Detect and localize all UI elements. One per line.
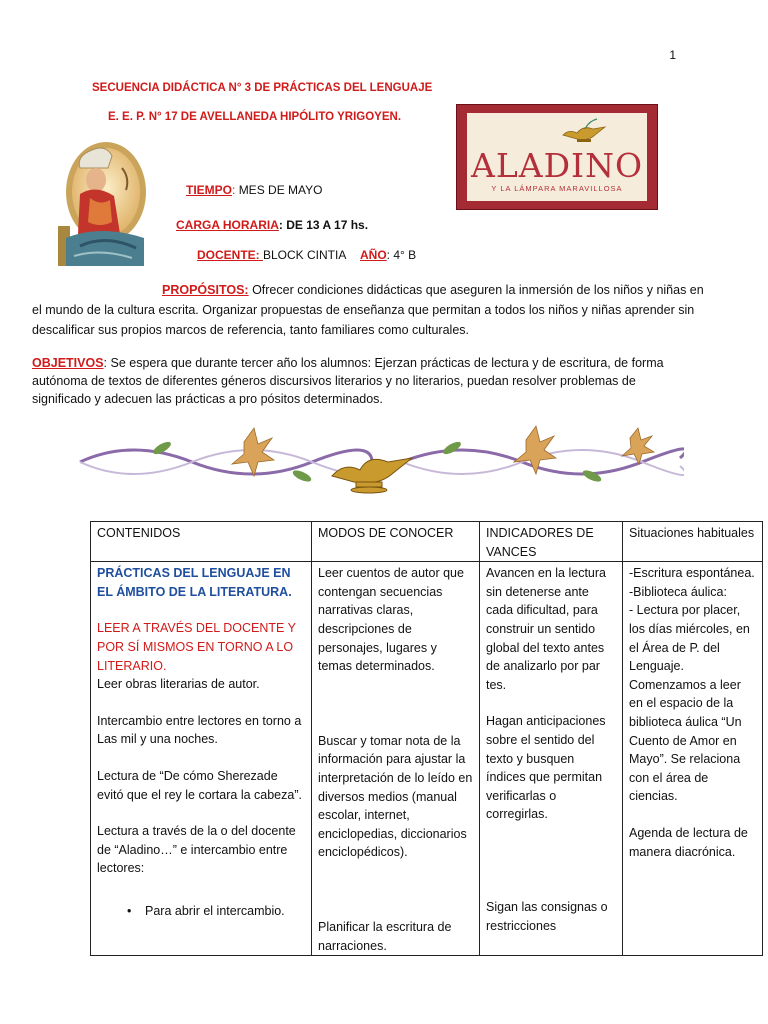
indicadores-text-2: Hagan anticipaciones sobre el sentido del texto y busquen índices que permitan verificarlas o corregirlas. <box>486 714 606 822</box>
modos-text-3: Planificar la escritura de narraciones. <box>318 919 452 953</box>
banner-subtitle: Y LA LÁMPARA MARAVILLOSA <box>491 184 623 193</box>
document-title: SECUENCIA DIDÁCTICA N° 3 DE PRÁCTICAS DEL LENGUAJE <box>92 82 433 94</box>
ambito-heading: PRÁCTICAS DEL LENGUAJE EN EL ÁMBITO DE LA LITERATURA. <box>97 566 292 599</box>
anio-value: : 4° B <box>386 248 417 262</box>
carga-horaria-line <box>176 218 368 232</box>
situaciones-text-1: -Escritura espontánea. <box>629 566 755 581</box>
intercambio-text: Intercambio entre lectores en torno a Las mil y una noches. <box>97 713 302 747</box>
tiempo-separator: : <box>232 183 239 197</box>
header-indicadores: INDICADORES DE VANCES <box>480 522 623 562</box>
header-contenidos: CONTENIDOS <box>91 522 312 562</box>
page-number: 1 <box>669 48 676 62</box>
propositos-label: PROPÓSITOS: <box>162 283 249 297</box>
objetivos-line1 <box>32 353 664 373</box>
modos-text-2: Buscar y tomar nota de la información para ajustar la interpretación de lo leído en diversos medios (manual escolar, internet, enciclopedias, diccionarios enciclopédicos). <box>318 733 473 860</box>
tiempo-label: TIEMPO <box>186 183 233 197</box>
floral-lamp-ornament <box>72 418 684 502</box>
bullet-list <box>97 902 305 921</box>
storyteller-illustration <box>40 138 158 268</box>
indicadores-cell <box>480 562 623 956</box>
objetivos-label: OBJETIVOS <box>32 356 104 370</box>
carga-horaria-value: : DE 13 A 17 hs. <box>278 218 369 232</box>
docente-line <box>197 248 346 262</box>
objetivos-text-2: autónoma de textos de diferentes géneros discursivos literarios y no literarios, puedan resolver problemas de <box>32 374 636 388</box>
indicadores-text-3: Sigan las consignas o restricciones <box>486 899 608 933</box>
table-row <box>91 562 763 956</box>
bullet-icon: • <box>127 903 132 918</box>
propositos-text-2: el mundo de la cultura escrita. Organizar propuestas de enseñanza que permitan a todos los niños y niñas aprender sin <box>32 303 695 317</box>
school-name: E. E. P. N° 17 DE AVELLANEDA HIPÓLITO YRIGOYEN. <box>108 111 402 123</box>
leer-obras-text: Leer obras literarias de autor. <box>97 677 260 692</box>
objetivos-text-1: : Se espera que durante tercer año los alumnos: Ejerzan prácticas de lectura y de escritura, de forma <box>103 356 664 370</box>
tiempo-value: MES DE MAYO <box>238 183 323 197</box>
propositos-line1 <box>162 280 704 300</box>
situaciones-cell <box>623 562 763 956</box>
modos-cell <box>312 562 480 956</box>
magic-lamp-icon <box>559 117 609 147</box>
docente-value: BLOCK CINTIA <box>263 248 347 262</box>
objetivos-text-3: significado y adecuen las prácticas a pro pósitos determinados. <box>32 392 383 406</box>
indicadores-text-1: Avancen en la lectura sin detenerse ante cada dificultad, para construir un sentido global del texto antes de analizarlo por par tes. <box>486 566 606 692</box>
leer-heading: LEER A TRAVÉS DEL DOCENTE Y POR SÍ MISMOS EN TORNO A LO LITERARIO. <box>97 621 296 673</box>
bullet-text: Para abrir el intercambio. <box>145 903 285 918</box>
situaciones-text-2: -Biblioteca áulica: <box>629 584 727 599</box>
table-header-row <box>91 522 763 562</box>
anio-label: AÑO <box>360 248 387 262</box>
contenidos-cell <box>91 562 312 956</box>
header-modos-de-conocer: MODOS DE CONOCER <box>312 522 480 562</box>
situaciones-text-3: - Lectura por placer, los días miércoles, en el Área de P. del Lenguaje. Comenzamos a leer en el espacio de la biblioteca áulica “Un Cuento de Amor en Mayo”. Se relaciona con el área de ciencias. <box>629 603 750 804</box>
banner-title: ALADINO <box>471 146 643 185</box>
sherezade-text: Lectura de “De cómo Sherezade evitó que el rey le cortara la cabeza”. <box>97 768 302 802</box>
propositos-text-3: descalificar sus propios marcos de referencia, tanto familiares como culturales. <box>32 323 469 337</box>
propositos-text-1: Ofrecer condiciones didácticas que aseguren la inmersión de los niños y niñas en <box>248 283 704 297</box>
modos-text-1: Leer cuentos de autor que contengan secuencias narrativas claras, descripciones de personajes, lugares y temas determinados. <box>318 566 464 674</box>
aladino-banner <box>456 104 658 210</box>
list-item <box>97 902 305 921</box>
docente-label: DOCENTE: <box>197 248 263 262</box>
situaciones-text-4: Agenda de lectura de manera diacrónica. <box>629 825 748 859</box>
aladino-text: Lectura a través de la o del docente de “Aladino…” e intercambio entre lectores: <box>97 824 296 876</box>
anio-line <box>360 248 416 262</box>
tiempo-line <box>186 183 322 197</box>
ornament-lamp <box>332 458 412 493</box>
carga-horaria-label: CARGA HORARIA <box>176 218 279 232</box>
header-situaciones: Situaciones habituales <box>623 522 763 562</box>
contents-table <box>90 521 763 956</box>
